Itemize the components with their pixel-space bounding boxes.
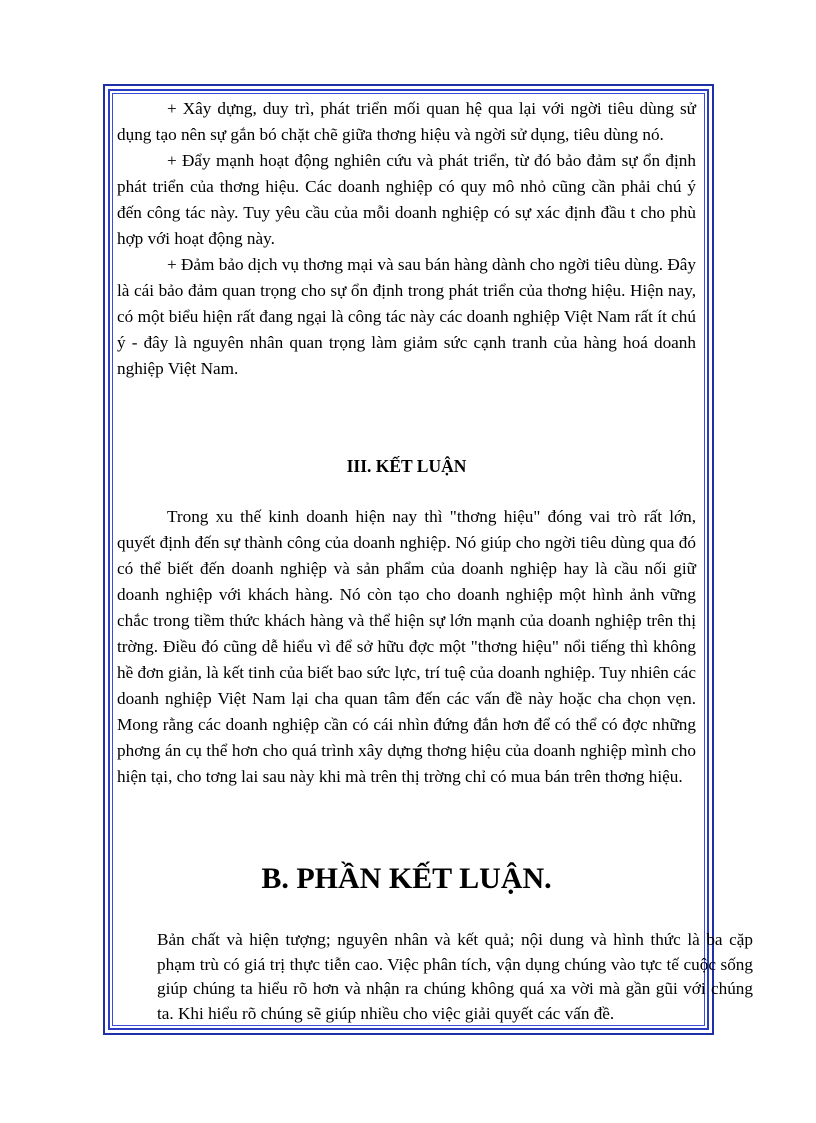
- final-block: [157, 928, 753, 1026]
- top-text-block: [117, 96, 696, 382]
- part-heading: B. PHẦN KẾT LUẬN.: [261, 862, 552, 895]
- conclusion-paragraph: Trong xu thế kinh doanh hiện nay thì "thơng hiệu" đóng vai trò rất lớn, quyết định đến sự thành công của doanh nghiệp. Nó giúp cho ngời tiêu dùng qua đó có thể biết đến doanh nghiệp và sản phẩm của doanh nghiệp hay là cầu nối giữ doanh nghiệp với khách hàng. Nó còn tạo cho doanh nghiệp một hình ảnh vững chắc trong tiềm thức khách hàng và thể hiện sự lớn mạnh của doanh nghiệp trên thị trờng. Điều đó cũng dễ hiểu vì để sở hữu đợc một "thơng hiệu" nổi tiếng thì không hề đơn giản, là kết tinh của biết bao sức lực, trí tuệ của doanh nghiệp. Tuy nhiên các doanh nghiệp Việt Nam lại cha quan tâm đến các vấn đề này hoặc cha chọn vẹn. Mong rằng các doanh nghiệp cần có cái nhìn đứng đắn hơn để có thể có đợc những phơng án cụ thể hơn cho quá trình xây dựng thơng hiệu của doanh nghiệp mình cho hiện tại, cho tơng lai sau này khi mà trên thị trờng chỉ có mua bán trên thơng hiệu.: [117, 507, 697, 786]
- paragraph-service: + Đảm bảo dịch vụ thơng mại và sau bán hàng dành cho ngời tiêu dùng. Đây là cái bảo đảm quan trọng cho sự ổn định trong phát triển của thơng hiệu. Hiện nay, có một biểu hiện rất đang ngại là công tác này các doanh nghiệp Việt Nam rất ít chú ý - đây là nguyên nhân quan trọng làm giảm sức cạnh tranh của hàng hoá doanh nghiệp Việt Nam.: [117, 255, 696, 378]
- paragraph-research: + Đẩy mạnh hoạt động nghiên cứu và phát triển, từ đó bảo đảm sự ổn định phát triển của thơng hiệu. Các doanh nghiệp có quy mô nhỏ cũng cần phải chú ý đến công tác này. Tuy yêu cầu của mỗi doanh nghiệp có sự xác định đầu t cho phù hợp với hoạt động này.: [117, 151, 696, 248]
- section-heading: III. KẾT LUẬN: [346, 456, 467, 476]
- final-paragraph: Bản chất và hiện tượng; nguyên nhân và kết quả; nội dung và hình thức là ba cặp phạm trù có giá trị thực tiễn cao. Việc phân tích, vận dụng chúng vào tực tế cuộc sống giúp chúng ta hiểu rõ hơn và nhận ra chúng không quá xa vời mà gần gũi với chúng ta. Khi hiểu rõ chúng sẽ giúp nhiều cho việc giải quyết các vấn đề.: [157, 930, 753, 1023]
- paragraph-relationship: + Xây dựng, duy trì, phát triển mối quan hệ qua lại với ngời tiêu dùng sử dụng tạo nên sự gắn bó chặt chẽ giữa thơng hiệu và ngời sử dụng, tiêu dùng nó.: [117, 99, 696, 144]
- conclusion-block: [117, 504, 696, 790]
